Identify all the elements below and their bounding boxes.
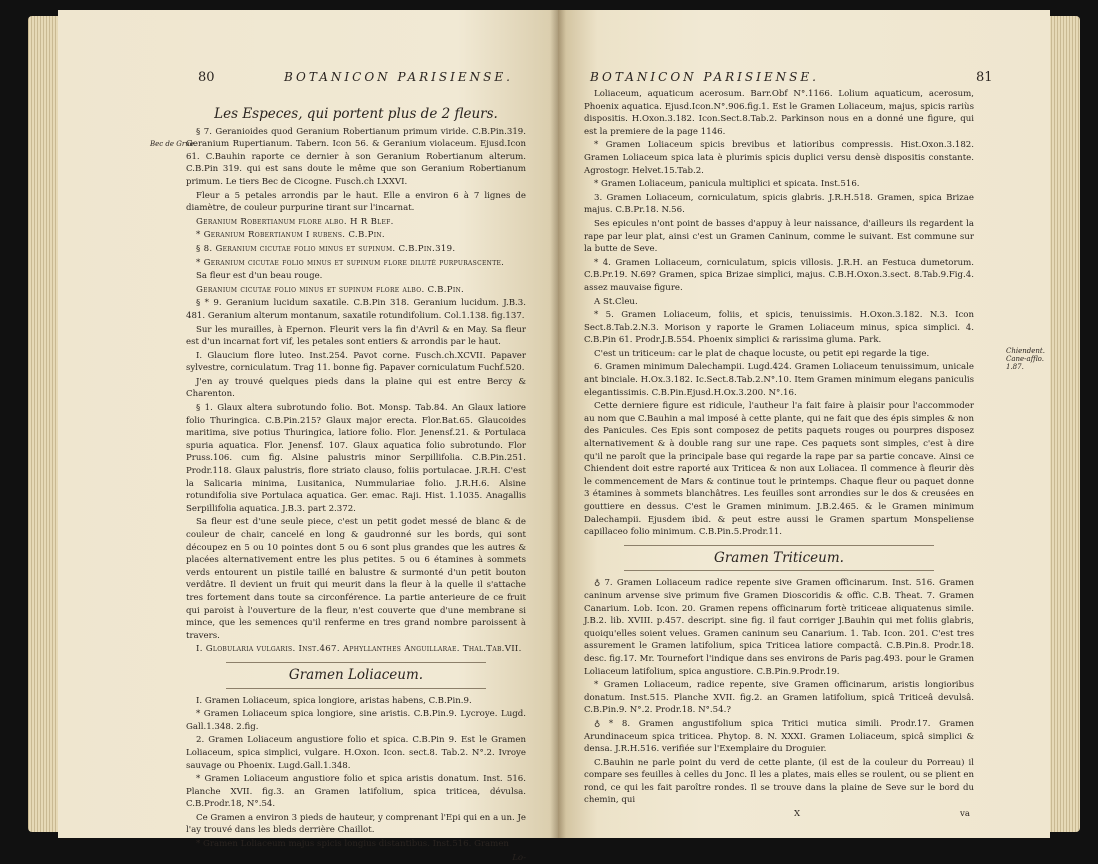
divider bbox=[624, 570, 934, 571]
paragraph: Sa fleur est d'un beau rouge. bbox=[196, 271, 323, 282]
catchword: va bbox=[960, 809, 970, 820]
paragraph: * Gramen Loliaceum spica longiore, sine aristis. C.B.Pin.9. Lycroye. Lugd. Gall.1.348. 2.fig. bbox=[186, 709, 526, 732]
paragraph: I. Gramen Loliaceum, spica longiore, aristas habens, C.B.Pin.9. bbox=[196, 695, 472, 706]
paragraph: * Gramen Loliaceum, panicula multiplici et spicata. Inst.516. bbox=[594, 179, 860, 190]
paragraph: Ce Gramen a environ 3 pieds de hauteur, y comprenant l'Epi qui en a un. Je l'ay trouvé dans les bleds derrière Chaillot. bbox=[186, 812, 526, 836]
running-head: BOTANICON PARISIENSE. bbox=[590, 70, 819, 84]
paragraph: § 8. Geranium cicutae folio minus et supinum. C.B.Pin.319. bbox=[196, 243, 456, 254]
running-head: BOTANICON PARISIENSE. bbox=[284, 70, 513, 84]
catchword: Lo- bbox=[512, 852, 526, 863]
paragraph: § 1. Glaux altera subrotundo folio. Bot. Monsp. Tab.84. An Glaux latiore folio Thuringica. C.B.Pin.215? Glaux major erecta. Flor.Bat.65. Glaucoides maritima, sive potius Thuringica, latiore folio. Flor. Jenensf.21. & Portulaca spuria aquatica. Flor. Jenensf. 107. Glaux aquatica folio subrotundo. Flor Pruss.106. cum fig. Alsine palustris minor Serpillifolia. C.B.Pin.251. Prodr.118. Glaux palustris, flore striato clauso, foliis portulacae. J.R.H. C'est la Salicaria minima, Lusitanica, Nummulariae folio. J.R.H.6. Alsine rotundifolia sive Portulaca aquatica. Ger. emac. Raji. Hist. 1.1035. Anagallis Serpillifolia aquatica. J.B.3. part 2.372. bbox=[186, 403, 526, 514]
page-number: 81 bbox=[976, 70, 993, 85]
signature-mark: X bbox=[794, 809, 801, 820]
paragraph: Sa fleur est d'une seule piece, c'est un petit godet messé de blanc & de couleur de chair, cancelé en long & gaudronné sur les bords, qui sont découpez en 5 ou 10 pointes dont 5 ou 6 sont plus grandes que les autres & placées alternativement entre les plus petites. 5 ou 6 étamines à sommets verds entourent un pistile taillé en balustre & surmonté d'un petit bouton verdâtre. Il devient un fruit qui meurit dans la fleur à la quelle il s'attache tres fortement dans toute sa circonférence. La partie anterieure de ce fruit qui paroist à l'ouverture de la fleur, n'est couverte que d'une membrane si mince, que les semences qu'il renferme en tres grand nombre paroissent à travers. bbox=[186, 517, 526, 641]
divider bbox=[624, 545, 934, 546]
divider bbox=[226, 662, 486, 663]
paragraph: * Gramen Loliaceum, radice repente, sive Gramen officinarum, aristis longioribus donatum. Inst.515. Planche XVII. fig.2. an Gramen latifolium, spicâ Triticeâ devulsâ. C.B.Pin.9. N°.2. Prodr.18. N°.54.? bbox=[584, 680, 974, 716]
paragraph: * Geranium cicutae folio minus et supinum flore diluté purpurascente. bbox=[196, 257, 505, 268]
section-title: Les Especes, qui portent plus de 2 fleurs. bbox=[214, 106, 498, 122]
margin-note: Bec de Grue. bbox=[150, 140, 197, 148]
open-book bbox=[28, 10, 1080, 863]
paragraph: * 5. Gramen Loliaceum, foliis, et spicis, tenuissimis. H.Oxon.3.182. N.3. Icon Sect.8.Tab.2.N.3. Morison y raporte le Gramen Loliaceum minus, spica simplici. 4. C.B.Pin 61. Prodr.J.B.554. Phoenix simplici & rarissima gluma. Park. bbox=[584, 310, 974, 346]
paragraph: Sur les murailles, à Epernon. Fleurit vers la fin d'Avril & en May. Sa fleur est d'un incarnat fort vif, les petales sont entiers & arrondis par le haut. bbox=[186, 324, 526, 348]
page-edges-right bbox=[1046, 16, 1080, 832]
section-title: Gramen Triticeum. bbox=[714, 549, 844, 566]
right-page bbox=[558, 10, 1050, 838]
page-edges-left bbox=[28, 16, 62, 832]
paragraph: C'est un triticeum: car le plat de chaque locuste, ou petit epi regarde la tige. bbox=[594, 348, 930, 359]
paragraph: § * 9. Geranium lucidum saxatile. C.B.Pin 318. Geranium lucidum. J.B.3. 481. Geranium alterum montanum, saxatile rotundifolium. Col.1.138. fig.137. bbox=[186, 298, 526, 321]
paragraph: Fleur a 5 petales arrondis par le haut. Elle a environ 6 à 7 lignes de diamètre, de couleur purpurine tirant sur l'incarnat. bbox=[186, 190, 526, 214]
paragraph: 6. Gramen minimum Dalechampii. Lugd.424. Gramen Loliaceum tenuissimum, unicale ant binciale. H.Ox.3.182. Ic.Sect.8.Tab.2.N°.10. Item Gramen minimum elegans paniculis elegantissimis. C.B.Pin.Ejusd.H.Ox.3.200. N°.16. bbox=[584, 362, 974, 398]
paragraph: Loliaceum, aquaticum acerosum. Barr.Obf N°.1166. Lolium aquaticum, acerosum, Phoenix aquatica. Ejusd.Icon.N°.906.fig.1. Est le Gramen Loliaceum, majus, spicis rariùs dispositis. H.Oxon.3.182. Icon.Sect.8.Tab.2. Parkinson nous en a donné une figure, qui est la premiere de la page 1146. bbox=[584, 89, 974, 137]
paragraph: Ses epicules n'ont point de basses d'appuy à leur naissance, d'ailleurs ils regardent la rape par leur plat, ainsi c'est un Gramen Caninum, comme le suivant. Est commune sur la butte de Seve. bbox=[584, 218, 974, 255]
paragraph: * Gramen Loliaceum angustiore folio et spica aristis donatum. Inst. 516. Planche XVII. fig.3. an Gramen latifolium, spica triticea, dévulsa. C.B.Prodr.18, N°.54. bbox=[186, 774, 526, 810]
paragraph: Geranium cicutae folio minus et supinum flore albo. C.B.Pin. bbox=[196, 284, 465, 295]
paragraph: Cette derniere figure est ridicule, l'autheur l'a fait faire à plaisir pour l'accommoder au nom que C.Bauhin a mal imposé à cette plante, qui ne fait que des épis simples & non des Panicules. Ces Epis sont composez de petits paquets rouges ou pourpres disposez alternativement & à double rang sur une rape. Ces paquets sont simples, c'est à dire qu'il ne paroît que la principale base qui regarde la rape par sa partie concave. Ainsi ce Chiendent doit estre raporté aux Triticea & non aux Loliacea. Il commence à fleurir dès le commencement de Mars & continue tout le printemps. Chaque fleur ou paquet donne 3 étamines à sommets blanchâtres. Les feuilles sont arrondies sur le dos & creusées en gouttiere en dessus. C'est le Gramen minimum. J.B.2.465. & le Gramen minimum Dalechampii. Ejusdem ibid. & peut estre aussi le Gramen spartum Monspeliense capillaceo folio minimum. C.B.Pin.5.Prodr.11. bbox=[584, 401, 974, 538]
footer-line bbox=[584, 808, 974, 821]
paragraph: I. Glaucium flore luteo. Inst.254. Pavot corne. Fusch.ch.XCVII. Papaver sylvestre, corniculatum. Trag 11. bonne fig. Papaver corniculatum Fuchf.520. bbox=[186, 350, 526, 374]
paragraph: I. Globularia vulgaris. Inst.467. Aphyllanthes Anguillarae. Thal.Tab.VII. bbox=[196, 644, 522, 655]
paragraph: ♁ * 8. Gramen angustifolium spica Tritici mutica simili. Prodr.17. Gramen Arundinaceum spica triticea. Phytop. 8. N. XXXI. Gramen Loliaceum, spicâ simplici & densa. J.R.H.516. verifiée sur l'Exemplaire du Droguier. bbox=[584, 718, 974, 755]
paragraph: § 7. Geranioides quod Geranium Robertianum primum viride. C.B.Pin.319. Geranium Rupertianum. Tabern. Icon 56. & Geranium violaceum. Ejusd.Icon 61. C.Bauhin raporte ce dernier à son Geranium Robertianum alterum. C.B.Pin 319. qui est sans doute le même que son Geranium Robertianum primum. Le tiers Bec de Cicogne. Fusch.ch LXXVI. bbox=[186, 126, 526, 187]
section-title: Gramen Loliaceum. bbox=[288, 666, 424, 683]
paragraph: Geranium Robertianum flore albo. H R Blef. bbox=[196, 216, 394, 227]
paragraph: A St.Cleu. bbox=[594, 296, 638, 307]
divider bbox=[226, 688, 486, 689]
book-gutter bbox=[550, 10, 566, 838]
margin-note: Chiendent. Cane-afflo. 1.87. bbox=[1006, 347, 1045, 371]
paragraph: J'en ay trouvé quelques pieds dans la plaine qui est entre Bercy & Charenton. bbox=[186, 376, 526, 400]
text-column bbox=[186, 104, 526, 864]
paragraph: * Gramen Loliaceum majus spicis longius distantibus. Inst.516. Gramen bbox=[196, 839, 509, 850]
page-number: 80 bbox=[198, 70, 215, 85]
paragraph: * Geranium Robertianum I rubens. C.B.Pin. bbox=[196, 230, 385, 241]
text-column bbox=[584, 88, 974, 821]
paragraph: C.Bauhin ne parle point du verd de cette plante, (il est de la couleur du Porreau) il compare ses feuilles à celles du Jonc. Il les a plates, mais elles se roulent, ou se plient en rond, ce qui les fait paroître rondes. Il se trouve dans la plaine de Seve sur le bord du chemin, qui bbox=[584, 757, 974, 806]
paragraph: * Gramen Loliaceum spicis brevibus et latioribus compressis. Hist.Oxon.3.182. Gramen Loliaceum spica lata è plurimis spicis duplici versu densè dispositis constante. Agrostogr. Helvet.15.Tab.2. bbox=[584, 140, 974, 176]
paragraph: 3. Gramen Loliaceum, corniculatum, spicis glabris. J.R.H.518. Gramen, spica Brizae majus. C.B.Pr.18. N.56. bbox=[584, 192, 974, 216]
left-page bbox=[58, 10, 558, 863]
paragraph: * 4. Gramen Loliaceum, corniculatum, spicis villosis. J.R.H. an Festuca dumetorum. C.B.Pr.19. N.69? Gramen, spica Brizae simplici, majus. C.B.H.Oxon.3.sect. 8.Tab.9.Fig.4. assez mauvaise figure. bbox=[584, 257, 974, 293]
paragraph: 2. Gramen Loliaceum angustiore folio et spica. C.B.Pin 9. Est le Gramen Loliaceum, spica simplici, vulgare. H.Oxon. Icon. sect.8. Tab.2. N°.2. Ivroye sauvage ou Phoenix. Lugd.Gall.1.348. bbox=[186, 735, 526, 771]
paragraph: ♁ 7. Gramen Loliaceum radice repente sive Gramen officinarum. Inst. 516. Gramen caninum arvense sive primum five Gramen Dioscoridis & offic. C.B. Theat. 7. Gramen Canarium. Lob. Icon. 20. Gramen repens officinarum fortè triticeae aliquatenus simile. J.B.2. lib. XVIII. p.457. descript. sine fig. il faut corriger J.Bauhin qui met foliis glabris, quoiqu'elles soient velues. Gramen caninum seu Canarium. 1. Tab. Icon. 201. C'est tres assurement le Gramen latifolium, spica Triticea latiore compactâ. C.B.Pin.8. Prodr.18. desc. fig.17. Mr. Tournefort l'indique dans ses environs de Paris pag.493. pour le Gramen Loliaceum latifolium, spica angustiore. C.B.Pin.9.Prodr.19. bbox=[584, 578, 974, 677]
